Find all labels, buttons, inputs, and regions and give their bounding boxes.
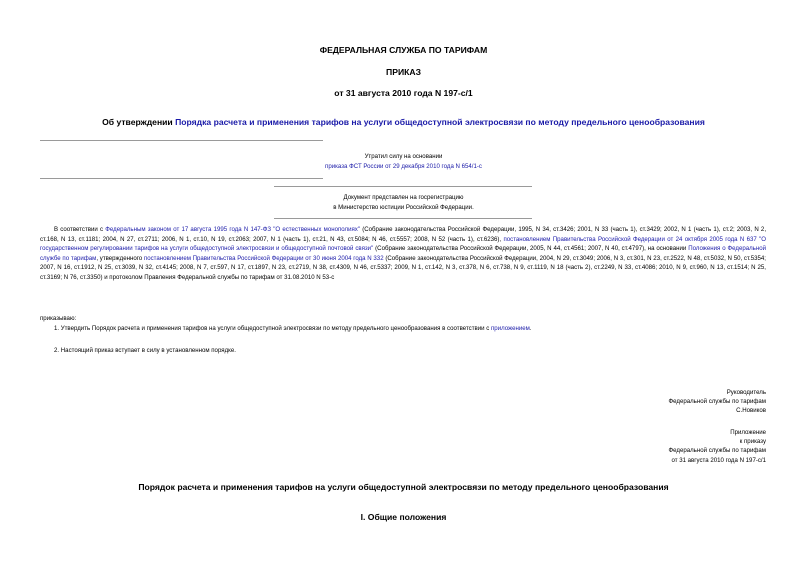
appendix-ref-line3: Федеральной службы по тарифам: [668, 447, 766, 455]
appendix-ref-line4: от 31 августа 2010 года N 197-с/1: [671, 456, 766, 464]
appendix-ref-line2: к приказу: [739, 438, 766, 446]
preamble-text: В соответствии с: [54, 226, 106, 233]
doc-date-heading: от 31 августа 2010 года N 197-с/1: [334, 88, 473, 98]
appendix-title: Порядок расчета и применения тарифов на услуги общедоступной электросвязи по методу предельного ценообразования: [138, 482, 669, 492]
signature-agency: Федеральной службы по тарифам: [668, 398, 766, 406]
doc-title: [0, 117, 807, 127]
doc-title-prefix: Об утверждении: [102, 117, 176, 127]
notice-invalid-link[interactable]: приказа ФСТ России от 29 декабря 2010 года N 654/1-с: [325, 162, 482, 170]
notice-invalid-text: Утратил силу на основании: [364, 153, 443, 160]
signature-block: [669, 388, 767, 416]
notice-registration-line1: Документ представлен на госрегистрацию: [343, 194, 464, 201]
signature-name: С.Новиков: [736, 407, 766, 415]
preamble-paragraph: [40, 225, 766, 283]
appendix-link[interactable]: приложением: [491, 325, 530, 332]
section-1-heading: I. Общие положения: [360, 512, 447, 522]
preamble-text: (Собрание законодательства Российской Федерации, 2004, N 29, ст.3049; 2006, N 3, ст.301, N 23, ст.2522, N 48, ст.5032, N 50, ст.5354; 2007, N 16, ст.1912, N 25, ст.3039, N 32, ст.4145; 2008, N 7, ст.597, N 17, ст.1897, N 23, ст.2719, N 38, ст.4309, N 46, ст.5337; 2009, N 1, ст.142, N 3, ст.378, N 6, ст.738, N 9, ст.1119, N 18 (часть 2), ст.2249, N 33, ст.4086; 2010, N 9, ст.960, N 13, ст.1514; N 25, ст.3169; N 76, ст.3350) и протоколом Правления Федеральной службы по тарифам от 31.08.2010 N 53-с: [40, 254, 767, 281]
resolution-637-link[interactable]: постановлением Правительства Российской Федерации от 24 октября 2005 года N 637 "О государственном регулировании тарифов на услуги общедоступной электросвязи и общедоступной почтовой связи": [40, 235, 767, 253]
separator-line: [274, 186, 532, 187]
notice-registration: [0, 193, 807, 212]
order-intro: приказываю:: [40, 315, 77, 322]
separator-line: [274, 218, 532, 219]
notice-registration-line2: в Министерство юстиции Российской Федерации.: [333, 203, 474, 211]
separator-line: [40, 140, 323, 141]
agency-heading: ФЕДЕРАЛЬНАЯ СЛУЖБА ПО ТАРИФАМ: [319, 45, 488, 55]
doc-type-heading: ПРИКАЗ: [386, 67, 421, 77]
order-item-1-end: .: [529, 325, 532, 332]
separator-line: [40, 178, 323, 179]
fst-regulation-link[interactable]: Положения о Федеральной службе по тарифам: [40, 245, 767, 262]
law-147-link[interactable]: Федеральным законом от 17 августа 1995 года N 147-ФЗ "О естественных монополиях": [105, 226, 361, 233]
resolution-332-link[interactable]: постановлением Правительства Российской Федерации от 30 июня 2004 года N 332: [143, 254, 384, 262]
appendix-reference: [669, 428, 767, 465]
notice-invalid: [0, 152, 807, 171]
preamble-text: , утвержденного: [96, 254, 144, 262]
order-item-1: [54, 324, 532, 334]
appendix-ref-line1: Приложение: [730, 429, 766, 436]
preamble-text: (Собрание законодательства Российской Федерации, 2005, N 44, ст.4561; 2007, N 40, ст.4797), на основании: [373, 245, 689, 253]
order-item-2: 2. Настоящий приказ вступает в силу в установленном порядке.: [54, 347, 236, 354]
preamble-text: (Собрание законодательства Российской Федерации, 1995, N 34, ст.3426; 2001, N 33 (часть 1), ст.3429; 2002, N 1 (часть 1), ст.2; 2003, N 2, ст.168, N 13, ст.1181; 2004, N 27, ст.2711; 2006, N 1, ст.10, N 19, ст.2063; 2007, N 1 (часть 1), ст.21, N 43, ст.5084; N 46, ст.5557; 2008, N 52 (часть 1), ст.6236),: [40, 226, 767, 243]
signature-position: Руководитель: [726, 389, 766, 396]
order-item-1-text: 1. Утвердить Порядок расчета и применения тарифов на услуги общедоступной электросвязи по методу предельного ценообразования в соответствии с: [54, 325, 491, 332]
doc-title-link[interactable]: Порядка расчета и применения тарифов на услуги общедоступной электросвязи по методу предельного ценообразования: [175, 117, 705, 127]
